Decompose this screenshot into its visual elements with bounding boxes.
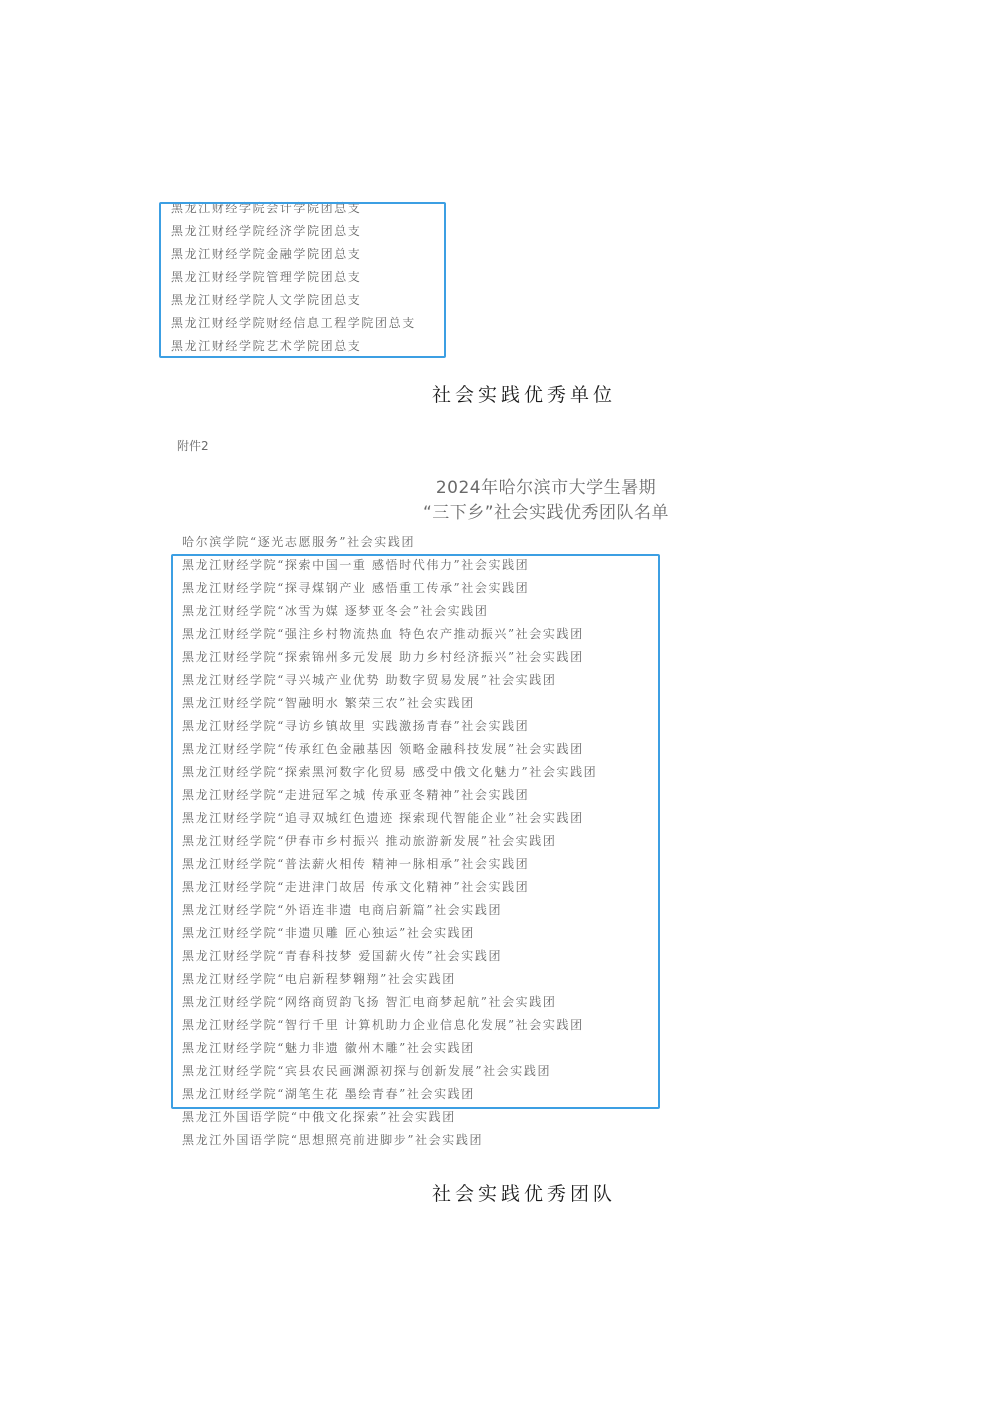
team-item-highlighted: 黑龙江财经学院“探索黑河数字化贸易 感受中俄文化魅力”社会实践团 [182,765,598,779]
team-item-highlighted: 黑龙江财经学院“智行千里 计算机助力企业信息化发展”社会实践团 [182,1018,584,1032]
team-item-highlighted: 黑龙江财经学院“湖笔生花 墨绘青春”社会实践团 [182,1087,475,1101]
team-item-highlighted: 黑龙江财经学院“探索中国一重 感悟时代伟力”社会实践团 [182,558,530,572]
title-line-2: “三下乡”社会实践优秀团队名单 [422,503,670,523]
excellent-teams-list [182,531,652,1152]
team-item-highlighted: 黑龙江财经学院“宾县农民画渊源初探与创新发展”社会实践团 [182,1064,552,1078]
team-item-highlighted: 黑龙江财经学院“青春科技梦 爱国薪火传”社会实践团 [182,949,503,963]
unit-item: 黑龙江财经学院经济学院团总支 [171,224,362,238]
team-item-highlighted: 黑龙江财经学院“智融明水 繁荣三农”社会实践团 [182,696,475,710]
team-item-highlighted: 黑龙江财经学院“探寻煤钢产业 感悟重工传承”社会实践团 [182,581,530,595]
title-line-1: 2024年哈尔滨市大学生暑期 [435,478,657,498]
unit-item: 黑龙江财经学院财经信息工程学院团总支 [171,316,416,330]
team-item-highlighted: 黑龙江财经学院“传承红色金融基因 领略金融科技发展”社会实践团 [182,742,584,756]
teams-caption: 社会实践优秀团队 [432,1183,617,1205]
team-item-highlighted: 黑龙江财经学院“冰雪为媒 逐梦亚冬会”社会实践团 [182,604,489,618]
team-item-highlighted: 黑龙江财经学院“网络商贸韵飞扬 智汇电商梦起航”社会实践团 [182,995,557,1009]
unit-item: 黑龙江财经学院人文学院团总支 [171,293,362,307]
team-item-highlighted: 黑龙江财经学院“伊春市乡村振兴 推动旅游新发展”社会实践团 [182,834,557,848]
team-item-highlighted: 黑龙江财经学院“外语连非遗 电商启新篇”社会实践团 [182,903,503,917]
team-item-highlighted: 黑龙江财经学院“魅力非遗 徽州木雕”社会实践团 [182,1041,475,1055]
team-item-highlighted: 黑龙江财经学院“寻访乡镇故里 实践激扬青春”社会实践团 [182,719,530,733]
units-caption: 社会实践优秀单位 [432,384,617,406]
unit-item: 黑龙江财经学院金融学院团总支 [171,247,362,261]
team-item-highlighted: 黑龙江财经学院“寻兴城产业优势 助数字贸易发展”社会实践团 [182,673,557,687]
team-item-highlighted: 黑龙江财经学院“走进冠军之城 传承亚冬精神”社会实践团 [182,788,530,802]
unit-item: 黑龙江财经学院会计学院团总支 [171,201,362,215]
unit-item: 黑龙江财经学院艺术学院团总支 [171,339,362,353]
team-item: 黑龙江外国语学院“思想照亮前进脚步”社会实践团 [182,1133,484,1147]
team-item-highlighted: 黑龙江财经学院“探索锦州多元发展 助力乡村经济振兴”社会实践团 [182,650,584,664]
team-item-highlighted: 黑龙江财经学院“走进津门故居 传承文化精神”社会实践团 [182,880,530,894]
team-item-highlighted: 黑龙江财经学院“普法薪火相传 精神一脉相承”社会实践团 [182,857,530,871]
team-item-highlighted: 黑龙江财经学院“追寻双城红色遗迹 探索现代智能企业”社会实践团 [182,811,584,825]
unit-item: 黑龙江财经学院管理学院团总支 [171,270,362,284]
excellent-units-list [171,197,441,358]
team-item: 哈尔滨学院“逐光志愿服务”社会实践团 [182,535,416,549]
team-item-highlighted: 黑龙江财经学院“强注乡村物流热血 特色农产推动振兴”社会实践团 [182,627,584,641]
list-title [380,476,712,526]
team-item-highlighted: 黑龙江财经学院“非遗贝雕 匠心独运”社会实践团 [182,926,475,940]
attachment-label: 附件2 [177,439,209,453]
team-item: 黑龙江外国语学院“中俄文化探索”社会实践团 [182,1110,456,1124]
team-item-highlighted: 黑龙江财经学院“电启新程梦翱翔”社会实践团 [182,972,456,986]
